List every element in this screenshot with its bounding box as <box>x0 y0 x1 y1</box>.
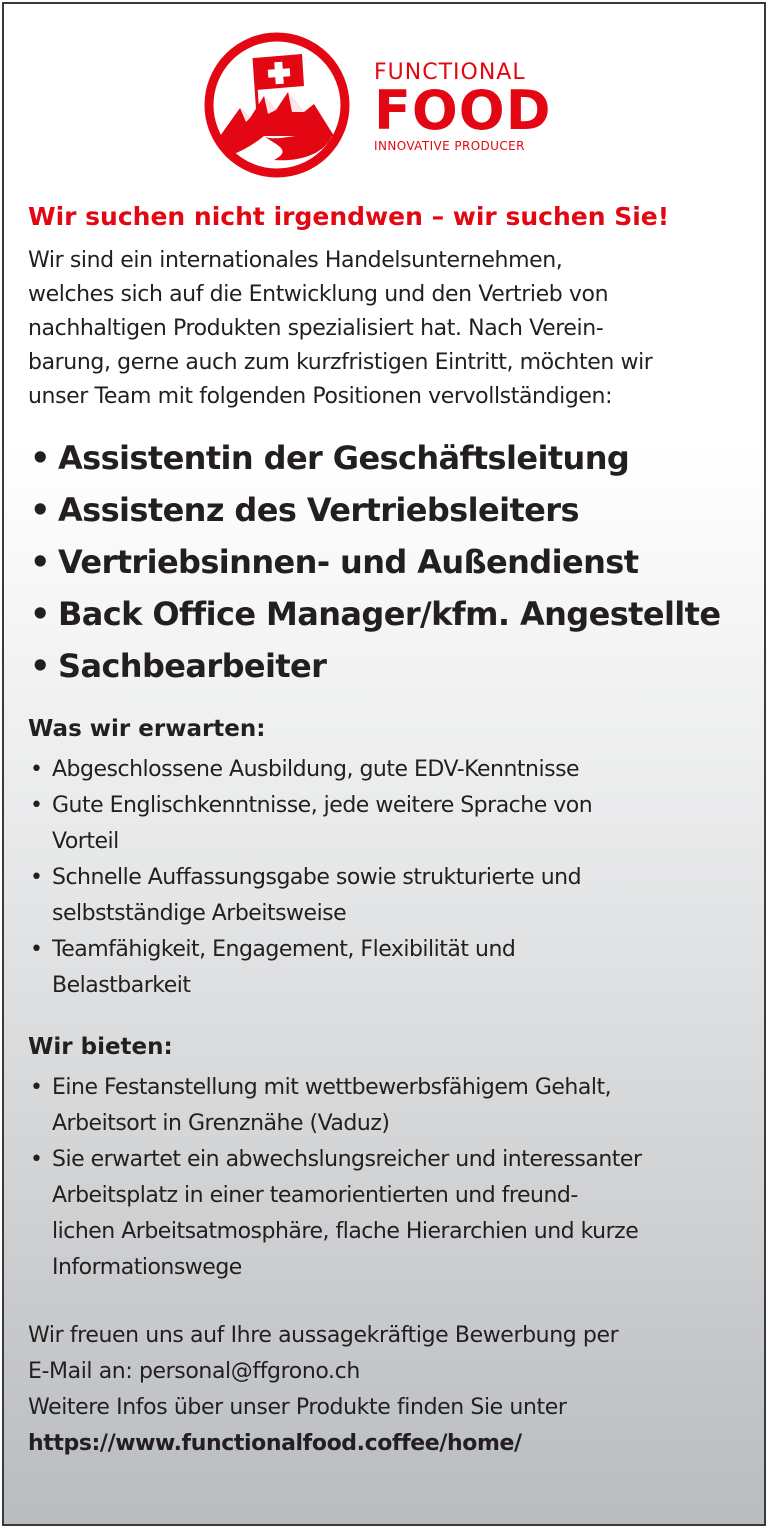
expect-item <box>28 932 748 1004</box>
expect-item-line: Gute Englischkenntnisse, jede weitere Sprache von <box>52 793 593 818</box>
closing-line: Wir freuen uns auf Ihre aussagekräftige Bewerbung per <box>28 1323 619 1348</box>
expect-item-line: Vorteil <box>52 829 119 854</box>
position-item: • Assistenz des Vertriebsleiters <box>28 484 748 536</box>
headline: Wir suchen nicht irgendwen – wir suchen Sie! <box>28 202 670 231</box>
intro-line: unser Team mit folgenden Positionen vervollständigen: <box>28 384 613 409</box>
closing-line: Weitere Infos über unser Produkte finden Sie unter <box>28 1395 567 1420</box>
position-item: • Assistentin der Geschäftsleitung <box>28 432 748 484</box>
logo-line-tagline: INNOVATIVE PRODUCER <box>374 139 525 153</box>
positions-list <box>28 432 748 692</box>
offer-item-line: Eine Festanstellung mit wettbewerbsfähigem Gehalt, <box>52 1075 612 1100</box>
position-item: • Sachbearbeiter <box>28 640 748 692</box>
offer-item <box>28 1142 748 1286</box>
intro-line: welches sich auf die Entwicklung und den Vertrieb von <box>28 282 609 307</box>
logo-line-food: FOOD <box>374 79 552 142</box>
closing-paragraph <box>28 1318 748 1462</box>
position-item: • Back Office Manager/kfm. Angestellte <box>28 588 748 640</box>
intro-line: barung, gerne auch zum kurzfristigen Eintritt, möchten wir <box>28 350 653 375</box>
intro-paragraph <box>28 244 748 414</box>
offer-item-line: Informationswege <box>52 1255 242 1280</box>
logo-line-functional: FUNCTIONAL <box>374 60 526 85</box>
offer-item-line: Sie erwartet ein abwechslungsreicher und interessanter <box>52 1147 642 1172</box>
expect-list <box>28 752 748 1004</box>
email-line[interactable]: E-Mail an: personal@ffgrono.ch <box>28 1359 360 1384</box>
offer-title: Wir bieten: <box>28 1034 173 1060</box>
job-advertisement <box>2 2 766 1526</box>
expect-item <box>28 752 748 788</box>
offer-item-line: lichen Arbeitsatmosphäre, flache Hierarchien und kurze <box>52 1219 639 1244</box>
expect-item-line: Abgeschlossene Ausbildung, gute EDV-Kenntnisse <box>52 757 580 782</box>
swiss-flag-mountain-emblem-icon <box>204 32 350 178</box>
functional-food-logo <box>204 30 564 180</box>
offer-item <box>28 1070 748 1142</box>
expect-title: Was wir erwarten: <box>28 716 266 742</box>
offer-item-line: Arbeitsplatz in einer teamorientierten und freund- <box>52 1183 578 1208</box>
intro-line: nachhaltigen Produkten spezialisiert hat. Nach Verein- <box>28 316 604 341</box>
offer-list <box>28 1070 748 1286</box>
expect-item <box>28 788 748 860</box>
intro-line: Wir sind ein internationales Handelsunternehmen, <box>28 248 563 273</box>
expect-item-line: Belastbarkeit <box>52 973 191 998</box>
expect-item-line: Schnelle Auffassungsgabe sowie strukturierte und <box>52 865 582 890</box>
expect-item <box>28 860 748 932</box>
expect-item-line: selbstständige Arbeitsweise <box>52 901 347 926</box>
website-link[interactable]: https://www.functionalfood.coffee/home/ <box>28 1431 522 1456</box>
expect-item-line: Teamfähigkeit, Engagement, Flexibilität und <box>52 937 516 962</box>
offer-item-line: Arbeitsort in Grenznähe (Vaduz) <box>52 1111 390 1136</box>
logo-wordmark <box>374 60 552 154</box>
ad-content <box>28 200 748 1462</box>
position-item: • Vertriebsinnen- und Außendienst <box>28 536 748 588</box>
